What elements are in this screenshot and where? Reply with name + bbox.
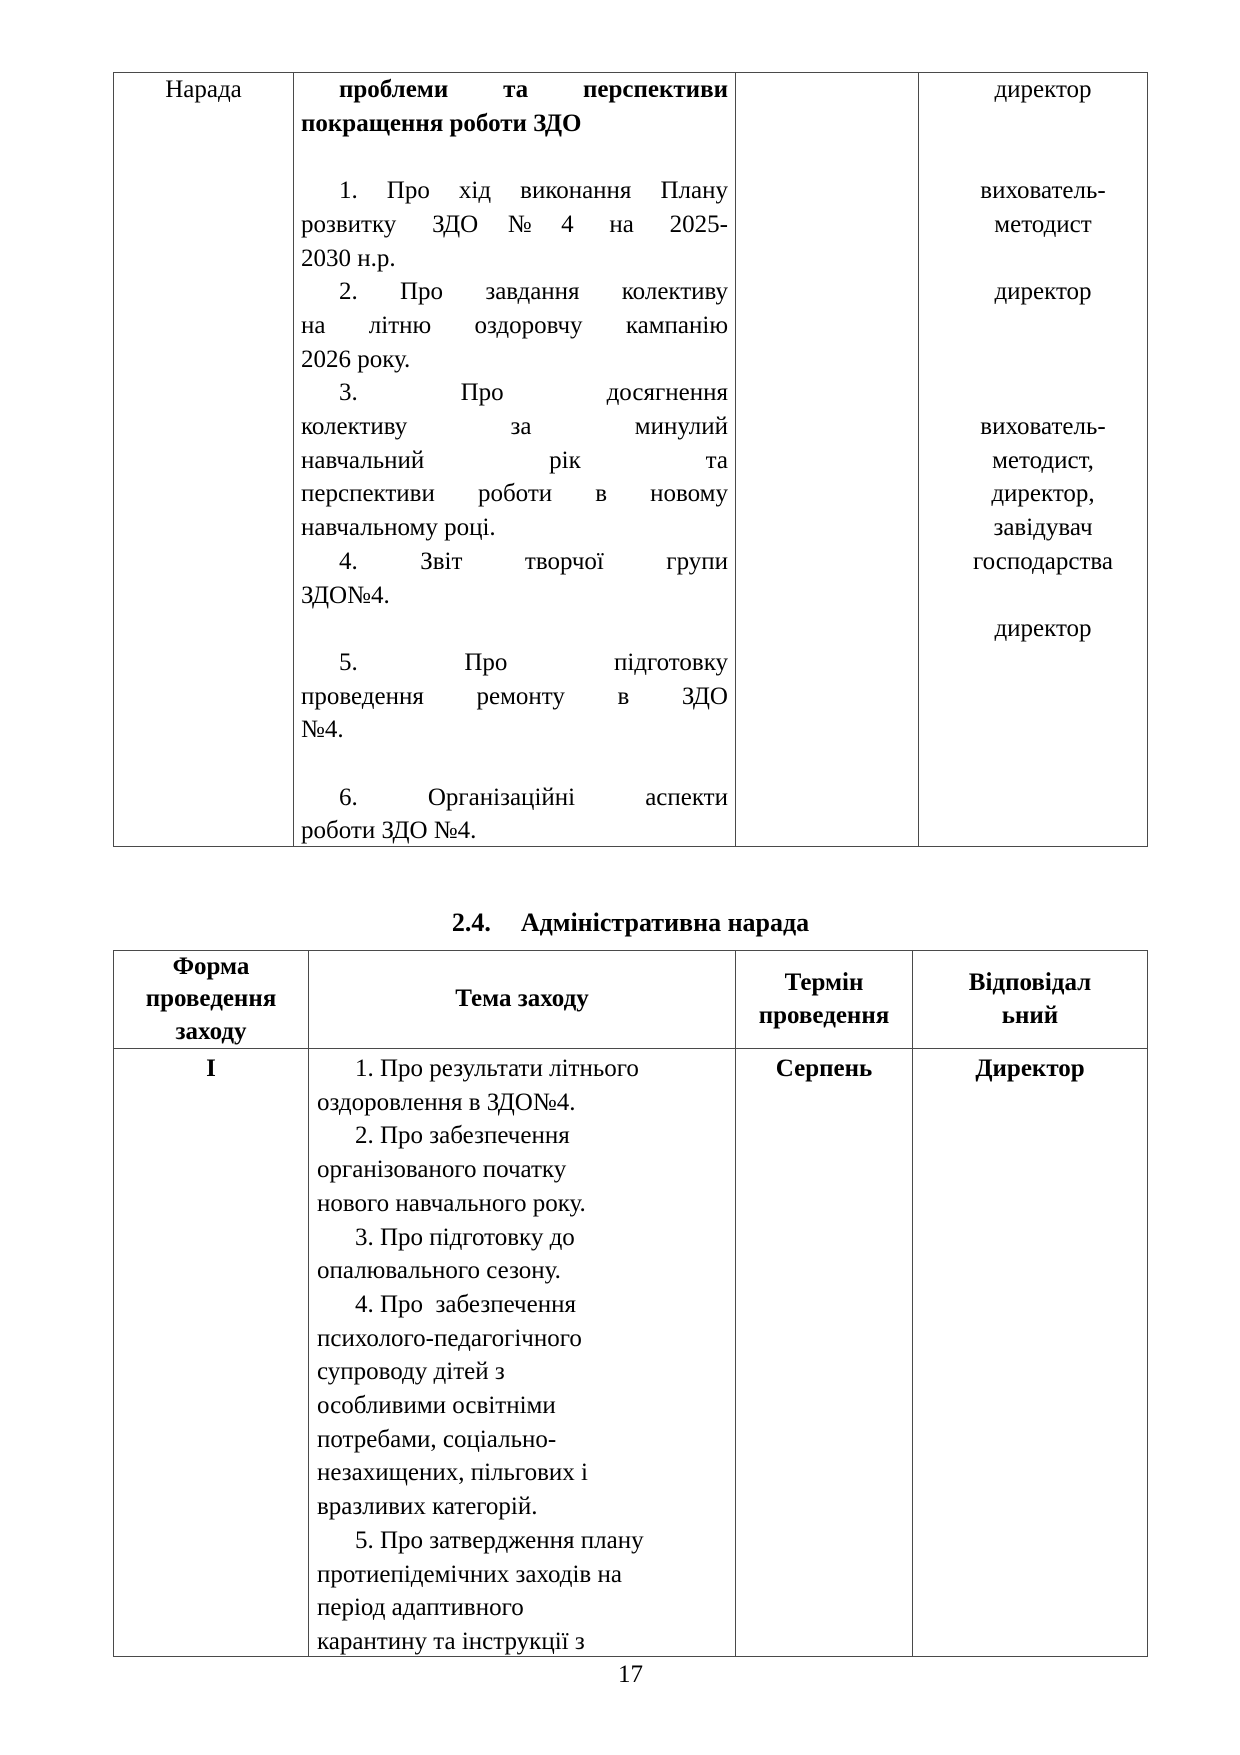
text-line: проблеми та перспективи <box>339 76 728 103</box>
text-line: особливими освітніми <box>317 1392 556 1420</box>
text-line: роботи ЗДО №4. <box>301 817 477 845</box>
agenda-item-3 <box>301 376 728 545</box>
text-line: 4. Про забезпечення <box>355 1290 576 1318</box>
topic-title <box>301 73 728 140</box>
text-line <box>939 309 1147 343</box>
text-line: вихователь- <box>980 413 1106 441</box>
agenda-item-1 <box>301 174 728 275</box>
row-responsible-cell <box>913 1049 1147 1656</box>
text-line: №4. <box>301 716 344 744</box>
text-line: 5. Про підготовку <box>339 648 728 676</box>
text-line: незахищених, пільгових і <box>317 1459 588 1487</box>
text-line: 2026 року. <box>301 345 411 373</box>
admin-item-3 <box>317 1221 727 1288</box>
text-line: потребами, соціально- <box>317 1425 557 1453</box>
text-line: 6. Організаційні аспекти <box>339 783 728 811</box>
text-line: опалювального сезону. <box>317 1257 561 1285</box>
text-line: 3. Про досягнення <box>339 379 728 407</box>
admin-meeting-table <box>113 950 1148 1657</box>
text-line: проведення ремонту в ЗДО <box>301 682 728 710</box>
page-number: 17 <box>618 1661 643 1688</box>
blank-line <box>301 140 728 174</box>
text-line: завідувач <box>993 514 1093 542</box>
text-line <box>939 140 1147 174</box>
text-line: методист <box>994 210 1092 238</box>
text-line: період адаптивного <box>317 1594 524 1622</box>
row-responsible-value: Директор <box>975 1055 1085 1082</box>
agenda-item-4 <box>301 545 728 612</box>
text-line: 1. Про хід виконання Плану <box>339 177 728 205</box>
text-line <box>939 343 1147 377</box>
text-line: проведення <box>758 1001 890 1029</box>
section-number: 2.4. <box>451 908 491 937</box>
text-line: 2. Про завдання колективу <box>339 278 728 306</box>
text-line: карантину та інструкції з <box>317 1627 585 1655</box>
admin-item-2 <box>317 1119 727 1220</box>
agenda-item-6 <box>301 781 728 846</box>
header-topic-label: Тема заходу <box>455 985 589 1013</box>
text-line: господарства <box>973 547 1113 575</box>
agenda-item-5 <box>301 646 728 747</box>
text-line: вихователь- <box>980 177 1106 205</box>
header-form-cell <box>114 951 309 1049</box>
meetings-table <box>113 72 1148 847</box>
section-title: Адміністративна нарада <box>520 908 810 937</box>
text-line: заходу <box>175 1017 247 1045</box>
text-line: 4. Звіт творчої групи <box>339 547 728 575</box>
text-line: супроводу дітей з <box>317 1358 505 1386</box>
admin-item-5 <box>317 1524 727 1656</box>
text-line <box>939 376 1147 410</box>
text-line: оздоровлення в ЗДО№4. <box>317 1088 576 1116</box>
meeting-term-cell-empty <box>736 73 919 846</box>
blank-line <box>301 747 728 781</box>
text-line: проведення <box>145 985 277 1013</box>
section-heading <box>113 903 1148 943</box>
text-line: навчальний рік та <box>301 446 728 474</box>
text-line: методист, <box>992 446 1094 474</box>
admin-item-1 <box>317 1052 727 1119</box>
text-line: Термін <box>784 969 864 996</box>
header-term-cell <box>736 951 913 1049</box>
text-line: 5. Про затвердження плану <box>355 1526 644 1554</box>
meeting-form-cell <box>114 73 294 846</box>
text-line: навчальному році. <box>301 514 496 542</box>
text-line: ЗДО№4. <box>301 581 390 609</box>
row-term-value: Серпень <box>775 1055 873 1082</box>
text-line: протиепідемічних заходів на <box>317 1560 622 1588</box>
text-line <box>939 579 1147 613</box>
text-line: вразливих категорій. <box>317 1493 538 1521</box>
header-responsible-cell <box>913 951 1147 1049</box>
agenda-item-2 <box>301 275 728 376</box>
meeting-responsible-cell <box>919 73 1147 846</box>
text-line <box>939 107 1147 141</box>
text-line: нового навчального року. <box>317 1189 586 1217</box>
meeting-form-label: Нарада <box>165 76 242 103</box>
text-line: 3. Про підготовку до <box>355 1223 575 1251</box>
text-line: на літню оздоровчу кампанію <box>301 311 728 339</box>
text-line: перспективи роботи в новому <box>301 480 728 508</box>
row-topic-cell <box>309 1049 736 1656</box>
admin-item-4 <box>317 1288 727 1524</box>
text-line: 2. Про забезпечення <box>355 1122 570 1150</box>
text-line: колективу за минулий <box>301 413 728 441</box>
text-line: директор <box>994 615 1092 643</box>
meeting-topic-cell <box>294 73 736 846</box>
text-line: директор <box>994 278 1092 306</box>
blank-line <box>301 612 728 646</box>
text-line: 1. Про результати літнього <box>355 1055 639 1082</box>
text-line: Відповідал <box>968 969 1092 996</box>
text-line: директор, <box>991 480 1095 508</box>
text-line: розвитку ЗДО№4 на 2025- <box>301 210 728 238</box>
text-line: Форма <box>172 952 250 980</box>
text-line <box>939 242 1147 276</box>
text-line: директор <box>994 76 1092 103</box>
header-topic-cell <box>309 951 736 1049</box>
row-term-cell <box>736 1049 913 1656</box>
text-line: покращення роботи ЗДО <box>301 109 582 137</box>
row-form-value: І <box>206 1055 216 1082</box>
text-line: 2030 н.р. <box>301 244 396 272</box>
text-line: організованого початку <box>317 1156 567 1184</box>
text-line: психолого-педагогічного <box>317 1324 582 1352</box>
row-form-cell <box>114 1049 309 1656</box>
text-line: ьний <box>1001 1001 1059 1029</box>
